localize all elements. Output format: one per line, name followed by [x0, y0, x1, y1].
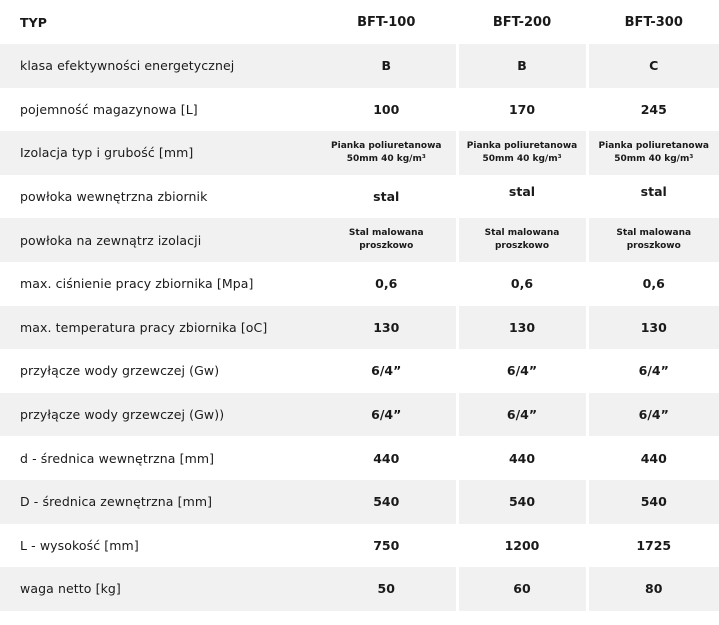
table-row	[0, 436, 719, 480]
row-value: 6/4”	[457, 349, 587, 393]
value-line: Pianka poliuretanowa	[331, 140, 442, 151]
value-line: Stal malowana	[348, 228, 424, 239]
value-line: Stal malowana	[616, 228, 692, 239]
row-label: Izolacja typ i grubość [mm]	[0, 131, 317, 175]
header-label: TYP	[0, 0, 317, 44]
row-label: max. ciśnienie pracy zbiornika [Mpa]	[0, 262, 317, 306]
row-value: 750	[317, 524, 457, 568]
row-value: B	[317, 44, 457, 88]
row-value	[457, 175, 587, 219]
row-value: 6/4”	[457, 393, 587, 437]
row-label: przyłącze wody grzewczej (Gw)	[0, 349, 317, 393]
row-label: waga netto [kg]	[0, 567, 317, 611]
table-row	[0, 349, 719, 393]
row-value	[457, 218, 587, 262]
row-value: 6/4”	[317, 349, 457, 393]
row-value: 6/4”	[587, 349, 719, 393]
row-label: powłoka wewnętrzna zbiornik	[0, 175, 317, 219]
row-value: 60	[457, 567, 587, 611]
row-value: 440	[457, 436, 587, 480]
row-value: 540	[587, 480, 719, 524]
row-label: powłoka na zewnątrz izolacji	[0, 218, 317, 262]
row-value: stal	[317, 175, 457, 219]
row-value: 1200	[457, 524, 587, 568]
row-value: 440	[587, 436, 719, 480]
row-label: d - średnica wewnętrzna [mm]	[0, 436, 317, 480]
value-line: Pianka poliuretanowa	[466, 140, 578, 151]
row-value: 0,6	[587, 262, 719, 306]
value-line: Pianka poliuretanowa	[598, 140, 709, 151]
row-value: 540	[317, 480, 457, 524]
value-text: stal	[640, 184, 667, 200]
row-value: 6/4”	[317, 393, 457, 437]
row-label: D - średnica zewnętrzna [mm]	[0, 480, 317, 524]
row-value	[457, 131, 587, 175]
value-line: proszkowo	[359, 241, 414, 252]
table-header-row	[0, 0, 719, 44]
row-label: max. temperatura pracy zbiornika [oC]	[0, 306, 317, 350]
row-value	[587, 131, 719, 175]
row-value	[317, 131, 457, 175]
table-row	[0, 567, 719, 611]
table-row	[0, 175, 719, 219]
value-line: proszkowo	[494, 241, 550, 252]
row-value: C	[587, 44, 719, 88]
row-value: 130	[587, 306, 719, 350]
row-value: 130	[317, 306, 457, 350]
row-value: 1725	[587, 524, 719, 568]
table-row	[0, 131, 719, 175]
model-header: BFT-200	[457, 0, 587, 44]
value-line: Stal malowana	[484, 228, 560, 239]
row-value	[587, 175, 719, 219]
value-line: 50mm 40 kg/m³	[482, 153, 562, 164]
row-label: klasa efektywności energetycznej	[0, 44, 317, 88]
table-row	[0, 218, 719, 262]
row-label: przyłącze wody grzewczej (Gw))	[0, 393, 317, 437]
model-header: BFT-300	[587, 0, 719, 44]
row-value: 100	[317, 88, 457, 132]
row-value: 6/4”	[587, 393, 719, 437]
table-row	[0, 393, 719, 437]
model-header: BFT-100	[317, 0, 457, 44]
table-row	[0, 480, 719, 524]
row-value: 540	[457, 480, 587, 524]
row-value: 80	[587, 567, 719, 611]
row-label: pojemność magazynowa [L]	[0, 88, 317, 132]
row-value: 0,6	[317, 262, 457, 306]
value-line: proszkowo	[626, 241, 681, 252]
row-value: 130	[457, 306, 587, 350]
row-value: B	[457, 44, 587, 88]
row-value: 50	[317, 567, 457, 611]
row-value	[587, 218, 719, 262]
table-row	[0, 306, 719, 350]
row-value: 0,6	[457, 262, 587, 306]
row-label: L - wysokość [mm]	[0, 524, 317, 568]
value-line: 50mm 40 kg/m³	[346, 153, 426, 164]
row-value	[317, 218, 457, 262]
table-row	[0, 44, 719, 88]
value-line: 50mm 40 kg/m³	[614, 153, 694, 164]
row-value: 245	[587, 88, 719, 132]
row-value: 440	[317, 436, 457, 480]
table-row	[0, 262, 719, 306]
table-row	[0, 524, 719, 568]
value-text: stal	[508, 184, 536, 200]
table-row	[0, 88, 719, 132]
row-value: 170	[457, 88, 587, 132]
